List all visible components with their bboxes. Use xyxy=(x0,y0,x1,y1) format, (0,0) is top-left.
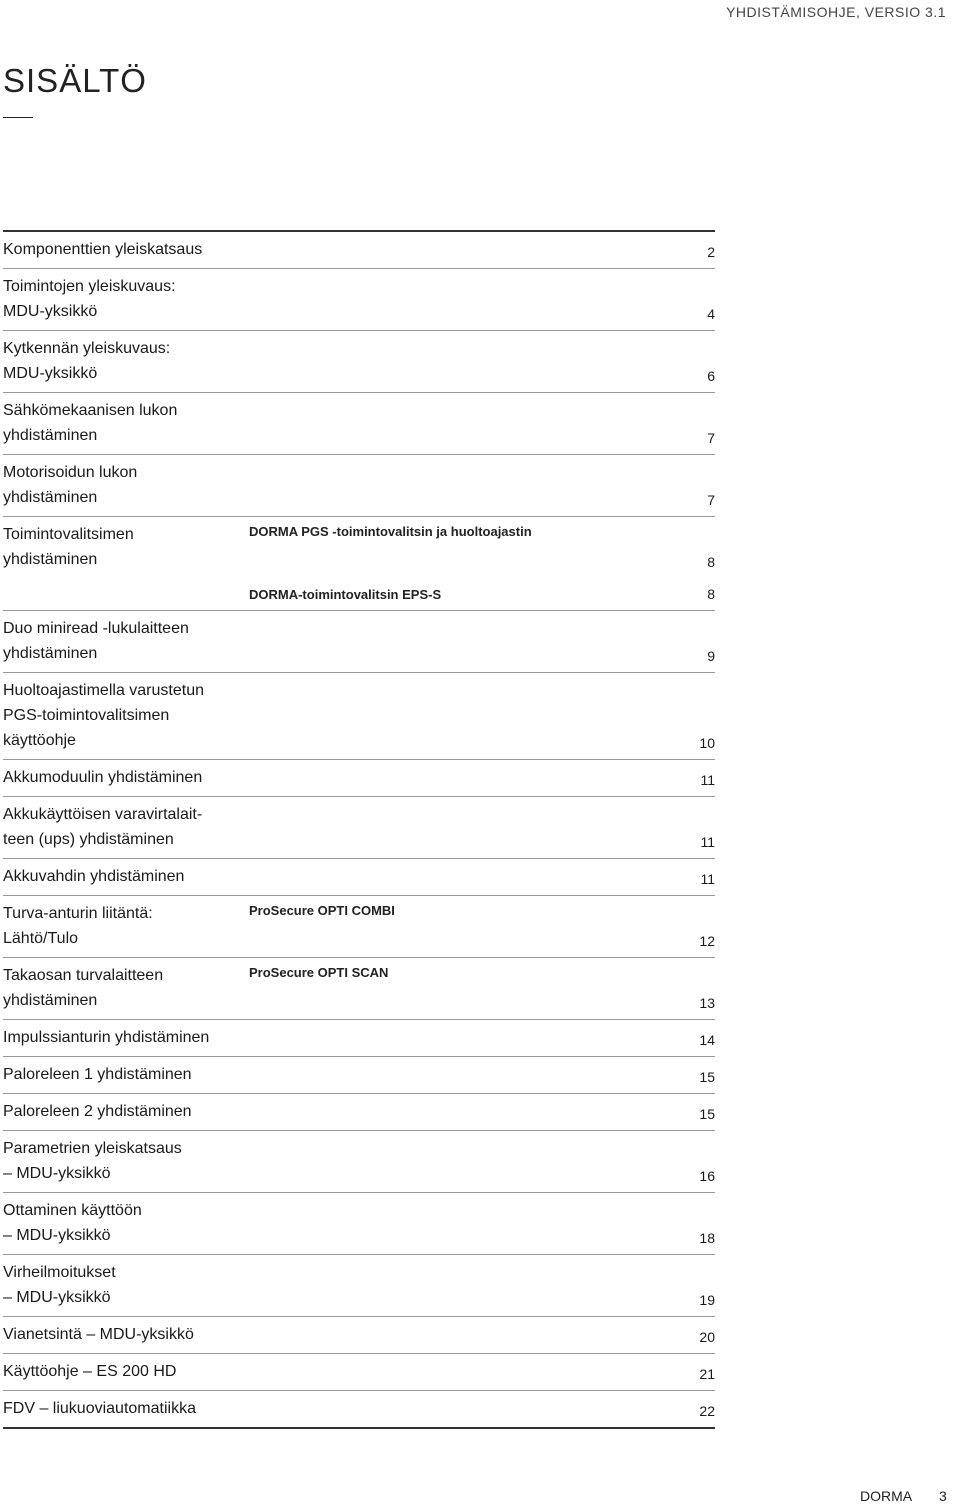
toc-row[interactable] xyxy=(3,455,715,517)
toc-subentry xyxy=(249,902,715,920)
toc-row[interactable] xyxy=(3,760,715,797)
toc-row[interactable] xyxy=(3,673,715,760)
toc-label: Akkuvahdin yhdistäminen xyxy=(3,868,185,885)
toc-label: Toimintojen yleiskuvaus: MDU-yksikkö xyxy=(3,278,176,320)
toc-page-number: 14 xyxy=(699,1032,715,1048)
toc-row[interactable] xyxy=(3,797,715,859)
toc-label: Huoltoajastimella varustetun PGS-toimintovalitsimen käyttöohje xyxy=(3,682,204,749)
toc-row[interactable] xyxy=(3,517,715,610)
toc-row[interactable] xyxy=(3,859,715,896)
toc-row[interactable] xyxy=(3,393,715,455)
toc-page-number: 11 xyxy=(700,772,715,788)
document-version-header: YHDISTÄMISOHJE, VERSIO 3.1 xyxy=(726,4,946,20)
toc-page-number: 16 xyxy=(699,1168,715,1184)
toc-row[interactable] xyxy=(3,1391,715,1429)
toc-label: FDV – liukuoviautomatiikka xyxy=(3,1400,196,1417)
toc-row[interactable] xyxy=(3,1255,715,1317)
toc-label: Käyttöohje – ES 200 HD xyxy=(3,1363,177,1380)
toc-row[interactable] xyxy=(3,1094,715,1131)
toc-row[interactable] xyxy=(3,958,715,1020)
toc-row[interactable] xyxy=(3,331,715,393)
toc-label: Ottaminen käyttöön – MDU-yksikkö xyxy=(3,1202,142,1244)
toc-label: Motorisoidun lukon yhdistäminen xyxy=(3,464,138,506)
toc-page-number: 12 xyxy=(699,933,715,949)
toc-page-number: 10 xyxy=(699,735,715,751)
toc-label: Akkumoduulin yhdistäminen xyxy=(3,769,203,786)
toc-subentry-label: ProSecure OPTI SCAN xyxy=(249,965,389,980)
toc-page-number: 15 xyxy=(699,1069,715,1085)
toc-page-number: 4 xyxy=(707,306,715,322)
toc-page-number: 21 xyxy=(699,1366,715,1382)
toc-page-number: 7 xyxy=(707,492,715,508)
table-of-contents xyxy=(3,230,715,1429)
toc-subentry-label: DORMA-toimintovalitsin EPS-S xyxy=(249,587,442,602)
toc-page-number: 15 xyxy=(699,1106,715,1122)
toc-label: Akkukäyttöisen varavirtalait- teen (ups) yhdistäminen xyxy=(3,806,203,848)
toc-page-number: 2 xyxy=(707,244,715,260)
toc-label: Turva-anturin liitäntä: Lähtö/Tulo xyxy=(3,905,153,947)
toc-label: Vianetsintä – MDU-yksikkö xyxy=(3,1326,194,1343)
toc-page-number: 13 xyxy=(699,995,715,1011)
toc-row[interactable] xyxy=(3,1057,715,1094)
toc-row[interactable] xyxy=(3,1020,715,1057)
toc-row[interactable] xyxy=(3,610,715,673)
toc-page-number: 18 xyxy=(699,1230,715,1246)
toc-label: Duo miniread -lukulaitteen yhdistäminen xyxy=(3,620,189,662)
page-title: SISÄLTÖ xyxy=(3,62,147,99)
toc-page-number: 20 xyxy=(699,1329,715,1345)
toc-subentry-label: DORMA PGS -toimintovalitsin ja huoltoajastin xyxy=(249,524,532,539)
toc-row[interactable] xyxy=(3,232,715,269)
footer-brand: DORMA xyxy=(860,1488,913,1504)
toc-row[interactable] xyxy=(3,1131,715,1193)
toc-page-number: 8 xyxy=(707,554,715,570)
toc-page-number: 11 xyxy=(700,834,715,850)
toc-page-number: 11 xyxy=(700,871,715,887)
toc-page-number: 22 xyxy=(699,1403,715,1419)
toc-row[interactable] xyxy=(3,896,715,958)
toc-label: Toimintovalitsimen yhdistäminen xyxy=(3,526,134,568)
toc-subentry xyxy=(249,523,715,541)
toc-page-number: 19 xyxy=(699,1292,715,1308)
toc-label: Komponenttien yleiskatsaus xyxy=(3,241,203,258)
toc-subentry xyxy=(3,572,715,604)
title-underline xyxy=(3,117,33,118)
toc-label: Parametrien yleiskatsaus – MDU-yksikkö xyxy=(3,1140,182,1182)
toc-page-number: 8 xyxy=(707,586,715,602)
toc-page-number: 7 xyxy=(707,430,715,446)
toc-subentry xyxy=(249,964,715,982)
toc-row[interactable] xyxy=(3,269,715,331)
toc-label: Paloreleen 1 yhdistäminen xyxy=(3,1066,192,1083)
toc-label: Kytkennän yleiskuvaus: MDU-yksikkö xyxy=(3,340,171,382)
toc-page-number: 6 xyxy=(707,368,715,384)
toc-row[interactable] xyxy=(3,1354,715,1391)
toc-page-number: 9 xyxy=(707,648,715,664)
toc-row[interactable] xyxy=(3,1317,715,1354)
toc-label: Impulssianturin yhdistäminen xyxy=(3,1029,210,1046)
toc-row[interactable] xyxy=(3,1193,715,1255)
toc-label: Takaosan turvalaitteen yhdistäminen xyxy=(3,967,164,1009)
toc-label: Virheilmoitukset – MDU-yksikkö xyxy=(3,1264,116,1306)
toc-subentry-label: ProSecure OPTI COMBI xyxy=(249,903,395,918)
toc-label: Paloreleen 2 yhdistäminen xyxy=(3,1103,192,1120)
footer-page-number: 3 xyxy=(939,1488,947,1504)
toc-label: Sähkömekaanisen lukon yhdistäminen xyxy=(3,402,178,444)
